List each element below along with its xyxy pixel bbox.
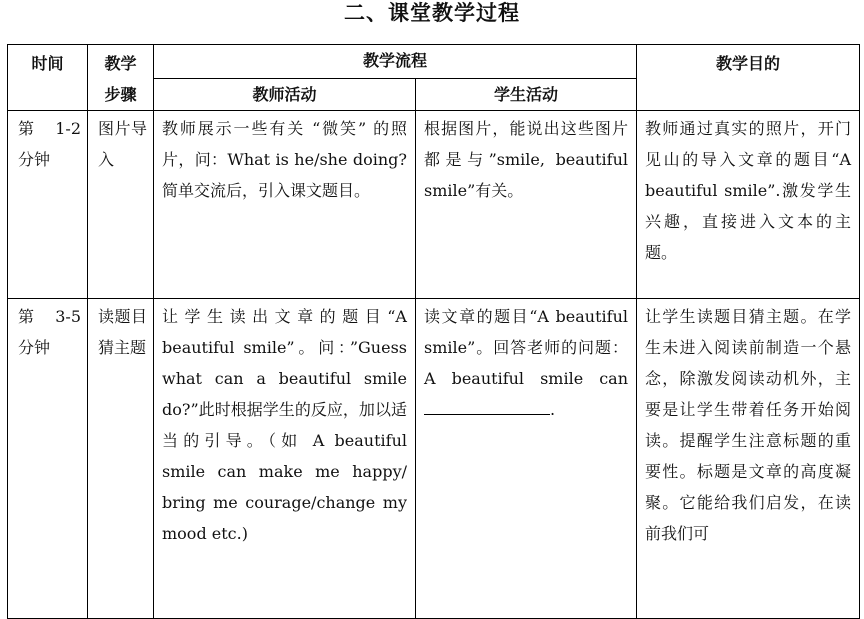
row2-teaching-goal: 让学生读题目猜主题。在学生未进入阅读前制造一个悬念，除激发阅读动机外，主要是让学生带着任务开始阅读。提醒学生注意标题的重要性。标题是文章的高度凝聚。它能给我们启发，在读前我们可 <box>637 299 860 619</box>
row2-student-text: 读文章的题目“A beautiful smile”。回答老师的问题：A beautiful smile can <box>424 307 629 388</box>
row2-step: 读题目猜主题 <box>88 299 154 619</box>
header-goal <box>637 45 860 111</box>
row1-teaching-goal: 教师通过真实的照片，开门见山的导入文章的题目“A beautiful smile”.激发学生兴趣，直接进入文本的主题。 <box>637 111 860 299</box>
table-row <box>8 299 860 619</box>
row1-teacher-activity: 教师展示一些有关 “微笑” 的照片，问：What is he/she doing? 简单交流后，引入课文题目。 <box>154 111 416 299</box>
header-goal-label: 教学目的 <box>716 54 781 73</box>
header-step <box>88 45 154 111</box>
page-title: 二、课堂教学过程 <box>344 0 520 25</box>
row2-student-activity <box>416 299 637 619</box>
header-student <box>416 78 637 111</box>
header-student-label: 学生活动 <box>494 84 559 104</box>
header-step-line2: 步骤 <box>104 85 137 104</box>
header-time <box>8 45 88 111</box>
row1-student-activity: 根据图片，能说出这些图片都是与”smile, beautiful smile”有关。 <box>416 111 637 299</box>
header-teacher-label: 教师活动 <box>252 84 317 104</box>
header-time-label: 时间 <box>31 54 64 73</box>
lesson-process-table <box>7 44 860 619</box>
answer-blank <box>424 394 550 415</box>
row2-time: 第 3-5 分钟 <box>8 299 88 619</box>
row1-step: 图片导入 <box>88 111 154 299</box>
header-teacher <box>154 78 416 111</box>
table-row <box>8 111 860 299</box>
row1-time: 第 1-2 分钟 <box>8 111 88 299</box>
header-step-line1: 教学 <box>104 54 137 73</box>
header-row <box>8 45 860 79</box>
row2-teacher-activity: 让学生读出文章的题目“A beautiful smile”。问：”Guess what can a beautiful smile do?”此时根据学生的反应，加以适当的引导。（如 A beautiful smile can make me happy/ bring me courage/change my mood etc.) <box>154 299 416 619</box>
row2-student-end: . <box>550 400 556 419</box>
header-process <box>154 45 637 79</box>
header-process-label: 教学流程 <box>363 51 428 70</box>
